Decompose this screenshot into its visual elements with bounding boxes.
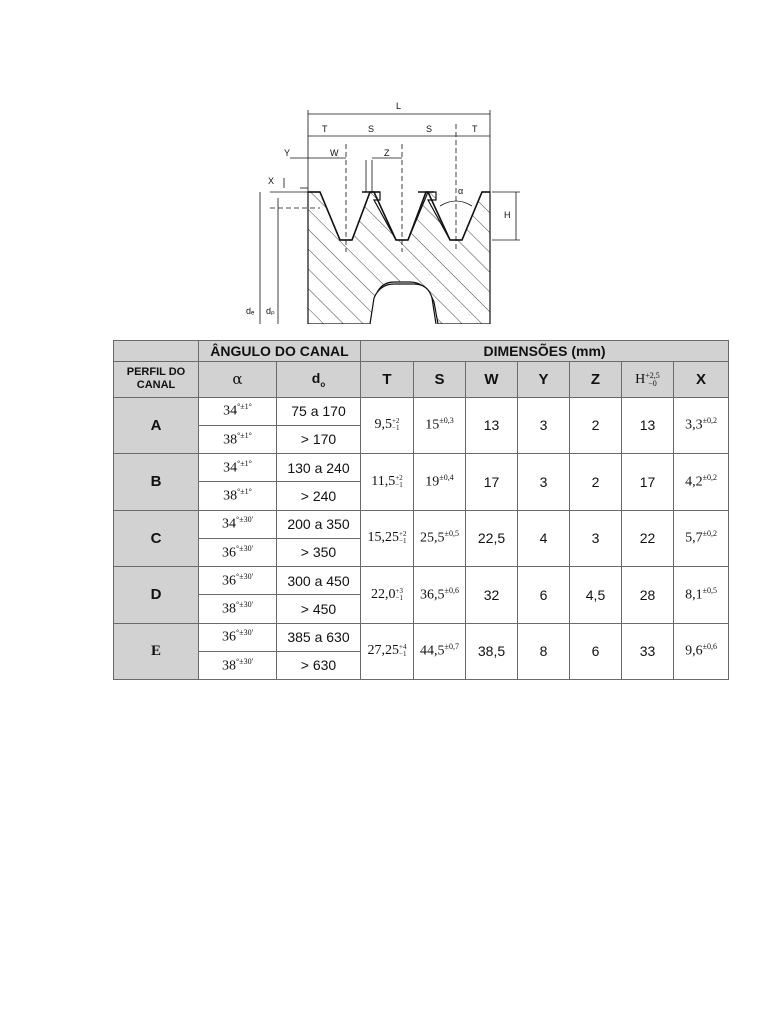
dim-H: 22 [622,510,674,567]
dim-S: $19^{\pm 0,4}$ [414,454,466,511]
header-alpha: α [199,362,277,397]
label-Z: Z [384,148,390,158]
diameter-range: > 350 [277,538,361,566]
label-de: dₑ [246,306,255,316]
diameter-range: > 240 [277,482,361,510]
dim-T: 15,25 +2 −1 [361,510,414,567]
angle-cell: $34^{^\circ\pm 1^\circ}$ [199,454,277,482]
label-H: H [504,210,511,220]
angle-cell: $38^{^\circ\pm 1^\circ}$ [199,425,277,453]
label-L: L [396,101,402,111]
header-W: W [466,362,518,397]
angle-cell: $38^{^\circ\pm 30'}$ [199,651,277,679]
dim-H: 17 [622,454,674,511]
dim-Y: 6 [518,567,570,624]
dim-W: 32 [466,567,518,624]
dim-H: 13 [622,397,674,454]
perfil-line1: PERFIL DO [126,366,186,379]
dim-Y: 8 [518,623,570,680]
perfil-line2: CANAL [136,379,176,392]
label-T-right: T [472,124,478,134]
dim-X: $8,1^{\pm 0,5}$ [674,567,729,624]
header-Z: Z [570,362,622,397]
header-perfil-do-canal [114,362,199,397]
dim-W: 38,5 [466,623,518,680]
dim-Y: 3 [518,454,570,511]
header-T: T [361,362,414,397]
pulley-dimensions-table [113,340,729,680]
profile-name: B [114,454,199,511]
header-X: X [674,362,729,397]
label-Y: Y [284,148,291,158]
label-S-left: S [368,124,375,134]
profile-name: A [114,397,199,454]
profile-name: D [114,567,199,624]
header-S: S [414,362,466,397]
dim-Y: 3 [518,397,570,454]
dim-X: $3,3^{\pm 0,2}$ [674,397,729,454]
dim-T: 11,5 +2 −1 [361,454,414,511]
dim-Z: 2 [570,454,622,511]
angle-cell: $34^{^\circ\pm 30'}$ [199,510,277,538]
angle-cell: $34^{^\circ\pm 1^\circ}$ [199,397,277,425]
dim-Y: 4 [518,510,570,567]
angle-cell: $36^{^\circ\pm 30'}$ [199,623,277,651]
dim-H: 28 [622,567,674,624]
header-angulo-do-canal: ÂNGULO DO CANAL [199,341,361,362]
dim-W: 17 [466,454,518,511]
diameter-range: 200 a 350 [277,510,361,538]
dim-Z: 3 [570,510,622,567]
dim-Z: 4,5 [570,567,622,624]
profile-name: E [114,623,199,680]
profile-name: C [114,510,199,567]
dim-X: $9,6^{\pm 0,6}$ [674,623,729,680]
header-Y: Y [518,362,570,397]
angle-cell: $38^{^\circ\pm 1^\circ}$ [199,482,277,510]
dim-T: 22,0 +3 −1 [361,567,414,624]
diameter-range: 385 a 630 [277,623,361,651]
dim-X: $4,2^{\pm 0,2}$ [674,454,729,511]
dim-S: $44,5^{\pm 0,7}$ [414,623,466,680]
dim-H: 33 [622,623,674,680]
diameter-range: > 630 [277,651,361,679]
table-row [114,454,729,482]
dim-S: $25,5^{\pm 0,5}$ [414,510,466,567]
label-X: X [268,176,275,186]
label-dp: dₚ [266,306,275,316]
diameter-range: 300 a 450 [277,567,361,595]
header-dimensoes: DIMENSÕES (mm) [361,341,729,362]
dim-T: 27,25 +4 −1 [361,623,414,680]
table-row [114,510,729,538]
dim-W: 22,5 [466,510,518,567]
dim-W: 13 [466,397,518,454]
table-row [114,623,729,651]
label-T-left: T [322,124,328,134]
dim-Z: 6 [570,623,622,680]
angle-cell: $38^{^\circ\pm 30'}$ [199,595,277,623]
table-row [114,567,729,595]
diameter-range: 130 a 240 [277,454,361,482]
label-alpha: α [458,186,464,196]
angle-cell: $36^{^\circ\pm 30'}$ [199,538,277,566]
dim-Z: 2 [570,397,622,454]
dim-T: 9,5 +2 −1 [361,397,414,454]
label-W: W [330,148,339,158]
diameter-range: > 450 [277,595,361,623]
dim-X: $5,7^{\pm 0,2}$ [674,510,729,567]
diameter-range: 75 a 170 [277,397,361,425]
header-d: $d_o$ [277,362,361,397]
pulley-groove-diagram [230,92,530,324]
angle-cell: $36^{^\circ\pm 30'}$ [199,567,277,595]
dim-S: $36,5^{\pm 0,6}$ [414,567,466,624]
table-row [114,397,729,425]
diameter-range: > 170 [277,425,361,453]
dim-S: $15^{\pm 0,3}$ [414,397,466,454]
header-H: H +2,5 −0 [622,362,674,397]
label-S-right: S [426,124,433,134]
